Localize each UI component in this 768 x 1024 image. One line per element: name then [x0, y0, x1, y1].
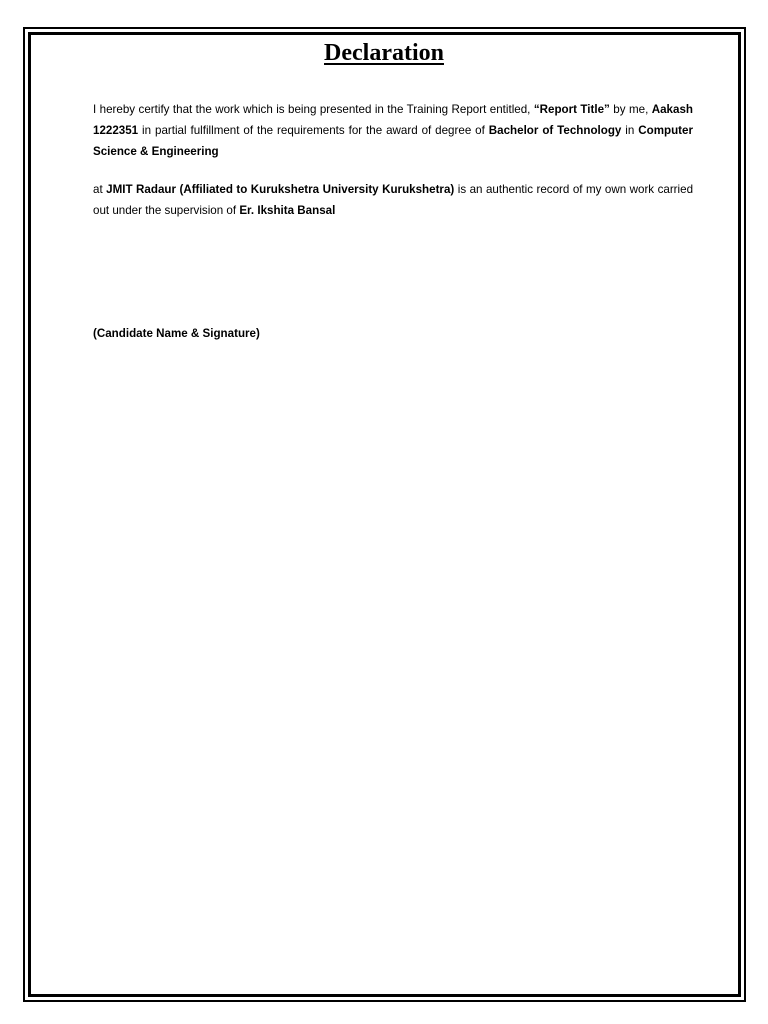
signature-label: (Candidate Name & Signature) — [93, 327, 260, 340]
paragraph-text: I hereby certify that the work which is being presented in the Training Report entitled, — [93, 103, 534, 116]
paragraph-text: in partial fulfillment of the requirements for the award of degree of — [138, 124, 489, 137]
supervisor-name: Er. Ikshita Bansal — [239, 204, 336, 217]
branch-name: Computer Science & Engineering — [93, 124, 693, 158]
report-title: “Report Title” — [533, 103, 610, 116]
paragraph-text: is an authentic record of my own work carried out under the supervision of — [93, 183, 694, 217]
page-title: Declaration — [324, 40, 444, 66]
paragraph-text: in — [621, 124, 639, 137]
declaration-paragraph-1 — [93, 99, 693, 162]
page-border-inner — [28, 32, 741, 997]
paragraph-text: by me, — [609, 103, 652, 116]
paragraph-text: at — [93, 183, 107, 196]
degree-name: Bachelor of Technology — [488, 124, 622, 137]
institute-name: JMIT Radaur (Affiliated to Kurukshetra University Kurukshetra) — [106, 183, 455, 196]
declaration-paragraph-2 — [93, 179, 693, 221]
student-name: Aakash 1222351 — [93, 103, 693, 137]
